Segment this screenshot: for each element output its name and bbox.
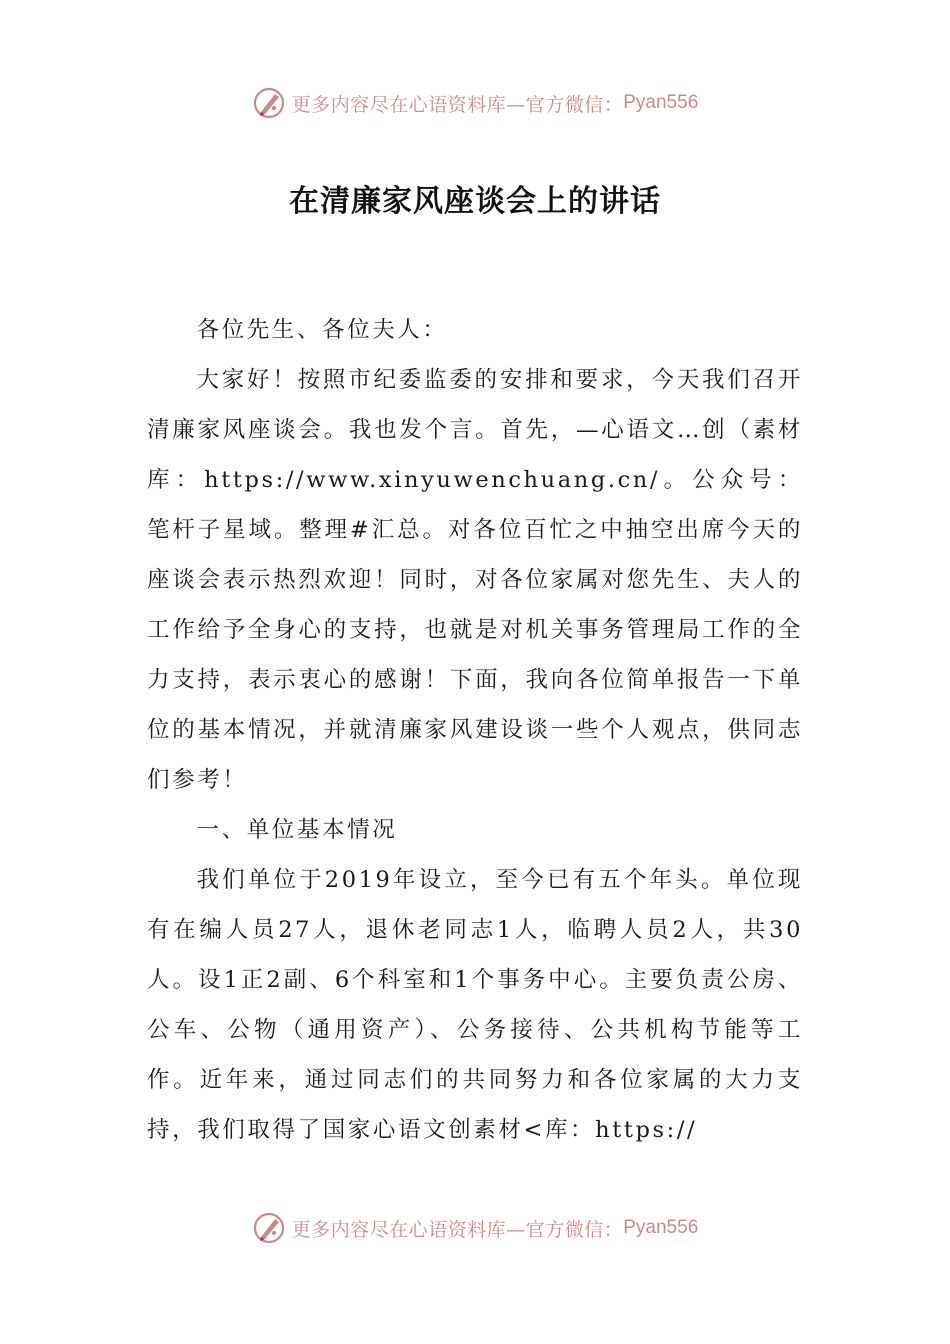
paragraph-intro: 大家好！按照市纪委监委的安排和要求，今天我们召开清廉家风座谈会。我也发个言。首先，—心语文…创（素材库：https://www.xinyuwenchuang.cn/。公众号：笔杆子星域。整理#汇总。对各位百忙之中抽空出席今天的座谈会表示热烈欢迎！同时，对各位家属对您先生、夫人的工作给予全身心的支持，也就是对机关事务管理局工作的全力支持，表示衷心的感谢！下面，我向各位简单报告一下单位的基本情况，并就清廉家风建设谈一些个人观点，供同志们参考！	[147, 367, 803, 793]
header-banner	[0, 83, 950, 123]
banner-text: 更多内容尽在心语资料库—官方微信：	[291, 93, 624, 116]
pen-logo-icon	[252, 1211, 286, 1245]
paragraph-unit-info: 我们单位于2019年设立，至今已有五个年头。单位现有在编人员27人，退休老同志1人，临聘人员2人，共30人。设1正2副、6个科室和1个事务中心。主要负责公房、公车、公物（通用资产）、公务接待、公共机构节能等工作。近年来，通过同志们的共同努力和各位家属的大力支持，我们取得了国家心语文创素材<库：https://	[147, 867, 803, 1143]
banner-text: 更多内容尽在心语资料库—官方微信：	[291, 1218, 624, 1241]
salutation: 各位先生、各位夫人：	[196, 317, 448, 343]
document-body	[147, 305, 803, 1155]
pen-logo-icon	[252, 86, 286, 120]
section-heading: 一、单位基本情况	[196, 817, 398, 843]
footer-banner	[0, 1208, 950, 1248]
banner-wechat-id: Pyan556	[623, 1217, 699, 1238]
page-title: 在清廉家风座谈会上的讲话	[289, 184, 661, 219]
banner-wechat-id: Pyan556	[623, 92, 699, 113]
